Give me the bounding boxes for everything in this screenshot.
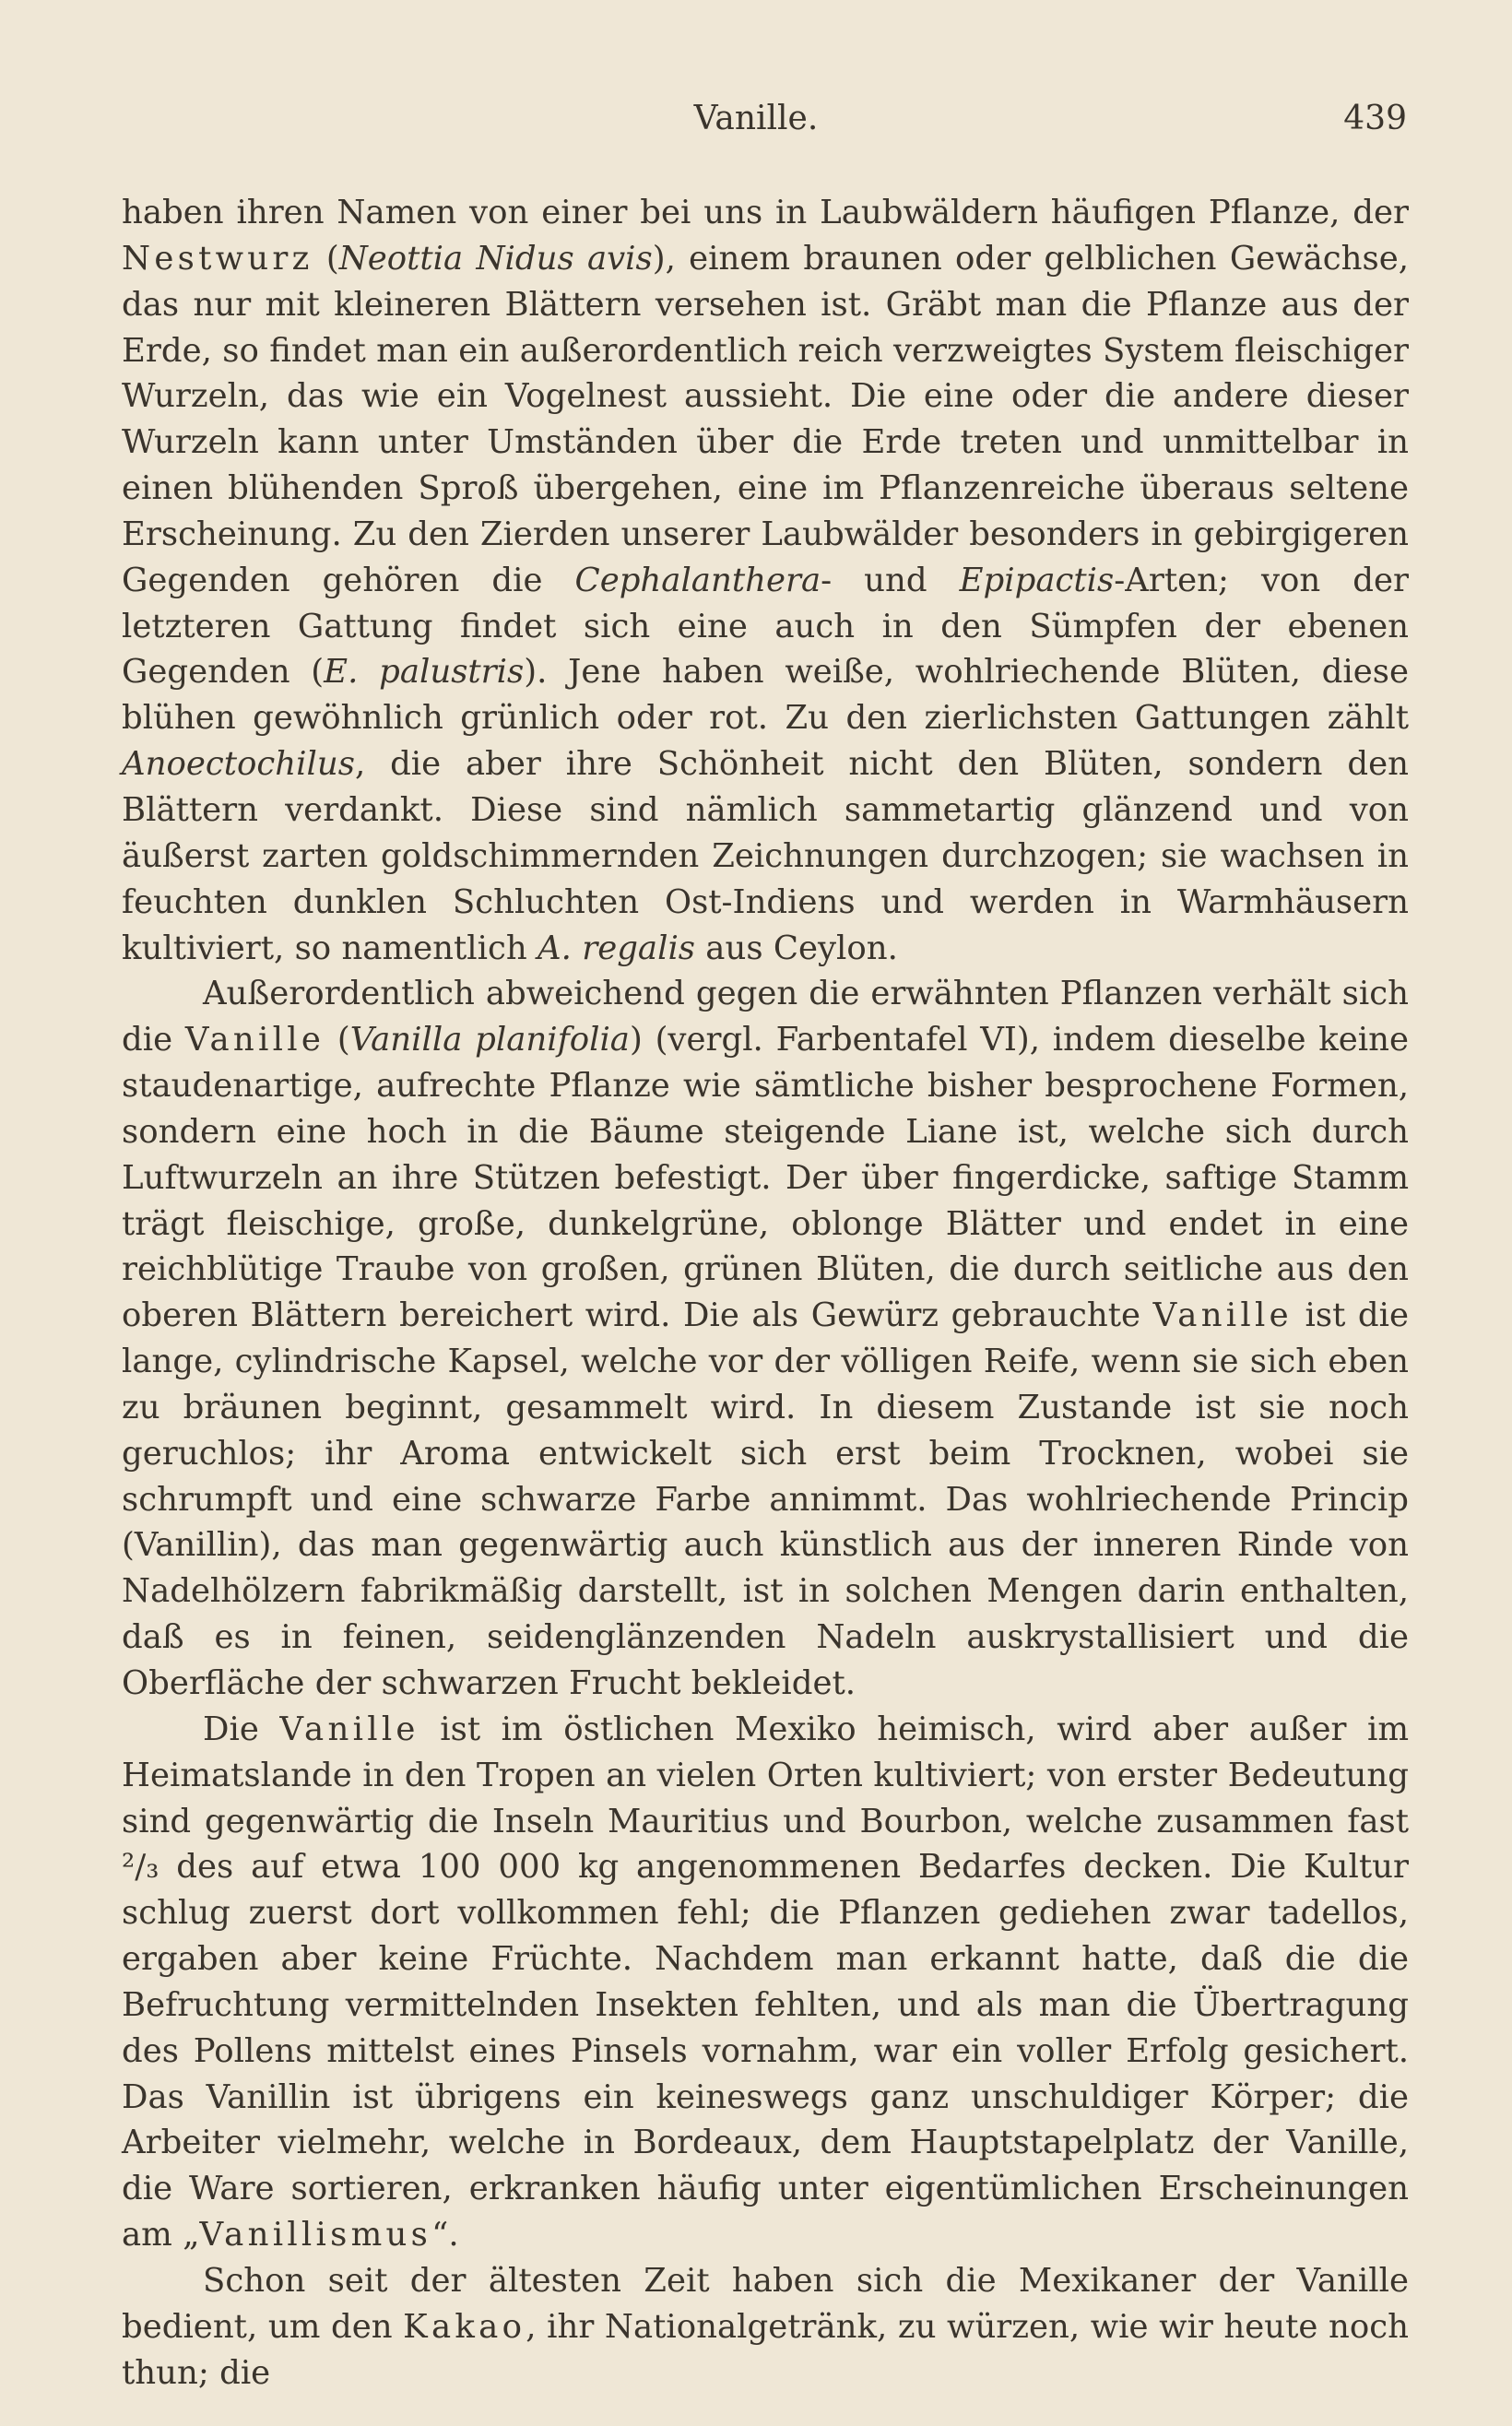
text-run: haben ihren Namen von einer bei uns in Laubwäldern häufigen Pflanze, der (122, 194, 1409, 231)
text-run: Schon seit der ältesten Zeit haben sich die Mexikaner der Vanille bedient, um den (122, 2261, 1409, 2346)
page-number: 439 (1343, 100, 1407, 137)
text-run: ist im östlichen Mexiko heimisch, wird aber außer im Heimatslande in den Tropen an vielen Orten kultiviert; von erster Bedeutung sind gegenwärtig die Inseln Mauritius und Bourbon, welche zusammen fast ²/₃ des auf etwa 100 000 kg angenommenen Bedarfes decken. Die Kultur schlug zuerst dort vollkommen fehl; die Pflanzen gediehen zwar tadellos, ergaben aber keine Früchte. Nachdem man erkannt hatte, daß die die Befruchtung vermittelnden Insekten fehlten, und als man die Übertragung des Pollens mittelst eines Pinsels vornahm, war ein voller Erfolg gesichert. Das Vanillin ist übrigens ein keineswegs ganz unschuldiger Körper; die Arbeiter vielmehr, welche in Bordeaux, dem Hauptstapelplatz der Vanille, die Ware sortieren, erkranken häufig unter eigentümlichen Erscheinungen am „ (122, 1710, 1410, 2254)
italic-term: Neottia Nidus avis (338, 239, 653, 278)
paragraph (122, 971, 1409, 1707)
text-run: , ihr Nationalgetränk, zu würzen, wie wir heute noch thun; die (122, 2307, 1409, 2392)
emphasized-term: Kakao (403, 2307, 526, 2346)
emphasized-term: Vanille (1152, 1296, 1293, 1335)
emphasized-term: Nestwurz (122, 239, 313, 278)
running-title: Vanille. (693, 100, 819, 137)
text-run: ), einem braunen oder gelblichen Gewächse, das nur mit kleineren Blättern versehen ist. Gräbt man die Pflanze aus der Erde, so findet man ein außerordentlich reich verzweigtes System fleischiger Wurzeln, das wie ein Vogelnest aussieht. Die eine oder die andere dieser Wurzeln kann unter Umständen über die Erde treten und unmittelbar in einen blühenden Sproß übergehen, eine im Pflanzenreiche überaus seltene Erscheinung. Zu den Zierden unserer Laubwälder besonders in gebirgigeren Gegenden gehören die (122, 239, 1409, 599)
italic-term: E. palustris (324, 653, 525, 692)
paragraph (122, 1707, 1409, 2258)
text-run: - und (821, 561, 960, 599)
text-run: ( (325, 1021, 350, 1059)
text-run: ( (313, 239, 339, 278)
italic-term: Anoectochilus (122, 745, 355, 784)
emphasized-term: Vanille (184, 1021, 325, 1059)
text-run: , die aber ihre Schönheit nicht den Blüten, sondern den Blättern verdankt. Diese sind nämlich sammetartig glänzend und von äußerst zarten goldschimmernden Zeichnungen durchzogen; sie wachsen in feuchten dunklen Schluchten Ost-Indiens und werden in Warmhäusern kultiviert, so namentlich (122, 745, 1409, 967)
text-run: ). Jene haben weiße, wohlriechende Blüten, diese blühen gewöhnlich grünlich oder rot. Zu den zierlichsten Gattungen zählt (122, 653, 1409, 738)
body-text (122, 190, 1409, 2396)
italic-term: Epipactis (959, 561, 1115, 599)
text-run: Die (203, 1710, 280, 1748)
text-run: “. (431, 2216, 459, 2254)
italic-term: Cephalanthera (574, 561, 821, 599)
paragraph (122, 2258, 1409, 2396)
italic-term: A. regalis (537, 929, 696, 967)
text-run: ist die lange, cylindrische Kapsel, welche vor der völligen Reife, wenn sie sich eben zu bräunen beginnt, gesammelt wird. In diesem Zustande ist sie noch geruchlos; ihr Aroma entwickelt sich erst beim Trocknen, wobei sie schrumpft und eine schwarze Farbe annimmt. Das wohlriechende Princip (Vanillin), das man gegenwärtig auch künstlich aus der inneren Rinde von Nadelhölzern fabrikmäßig darstellt, ist in solchen Mengen darin enthalten, daß es in feinen, seidenglänzenden Nadeln auskrystallisiert und die Oberfläche der schwarzen Frucht bekleidet. (122, 1296, 1409, 1702)
emphasized-term: Vanille (279, 1710, 419, 1748)
running-head (0, 100, 1512, 151)
emphasized-term: Vanillismus (199, 2216, 432, 2254)
paragraph (122, 190, 1409, 971)
text-run: ) (vergl. Farbentafel VI), indem dieselbe keine staudenartige, aufrechte Pflanze wie sämtliche bisher besprochene Formen, sondern eine hoch in die Bäume steigende Liane ist, welche sich durch Luftwurzeln an ihre Stützen befestigt. Der über fingerdicke, saftige Stamm trägt fleischige, große, dunkelgrüne, oblonge Blätter und endet in eine reichblütige Traube von großen, grünen Blüten, die durch seitliche aus den oberen Blättern bereichert wird. Die als Gewürz gebrauchte (122, 1021, 1410, 1335)
text-run: aus Ceylon. (695, 929, 898, 967)
text-run: Außerordentlich abweichend gegen die erwähnten Pflanzen verhält sich die (122, 975, 1409, 1059)
italic-term: Vanilla planifolia (349, 1021, 630, 1059)
text-run: -Arten; von der letzteren Gattung findet sich eine auch in den Sümpfen der ebenen Gegenden ( (122, 561, 1409, 692)
